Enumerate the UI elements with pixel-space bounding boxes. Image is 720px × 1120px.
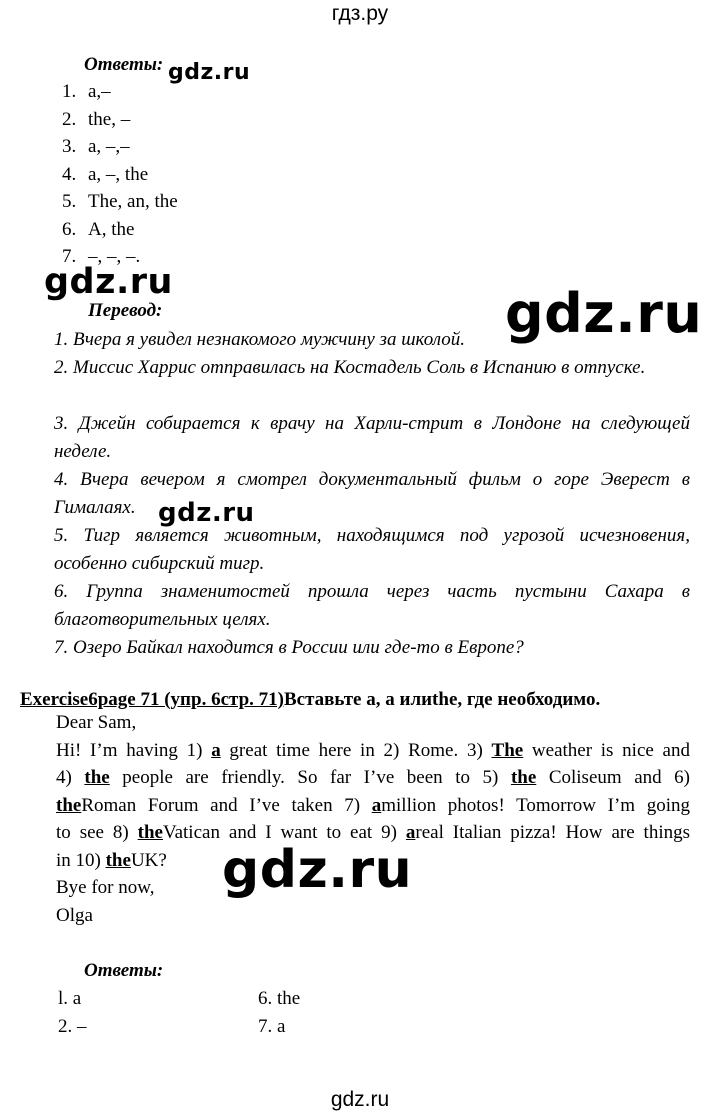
translation-heading: Перевод:	[88, 300, 163, 321]
list-item: 2. the, –	[62, 108, 131, 130]
translation-item: 7. Озеро Байкал находится в России или где-то в Европе?	[54, 637, 524, 658]
watermark-logo: gdz.ru	[222, 840, 413, 900]
list-item: 6. A, the	[62, 218, 135, 240]
answer-word: a	[371, 794, 382, 816]
exercise-title-ref: Exercise6page 71 (упр. 6стр. 71)	[20, 689, 284, 710]
letter-greeting: Dear Sam,	[56, 712, 137, 733]
letter-text	[56, 709, 690, 929]
list-item: 7. a	[258, 1016, 286, 1037]
watermark-logo: gdz.ru	[44, 262, 173, 302]
exercise-title	[20, 689, 600, 711]
answer-word: the	[105, 849, 131, 871]
letter-closing: Bye for now,	[56, 877, 155, 898]
watermark-logo: gdz.ru	[158, 498, 255, 528]
list-item: l. a	[58, 988, 82, 1009]
answer-word: the	[137, 822, 163, 843]
list-item: 3. a, –,–	[62, 136, 130, 157]
watermark-logo: gdz.ru	[168, 60, 251, 85]
translation-item: 1. Вчера я увидел незнакомого мужчину за школой.	[54, 329, 466, 350]
list-item: 7. –, –, –.	[62, 246, 141, 267]
list-item: 6. the	[258, 988, 301, 1009]
letter-line: theRoman Forum and I’ve taken 7) amillion photos! Tomorrow I’m going	[56, 794, 690, 816]
exercise-title-instruction: Вставьте a, a илиthe, где необходимо.	[283, 689, 601, 710]
answer-word: a	[405, 822, 416, 843]
translation-item: 5. Тигр является животным, находящимся под угрозой исчезновения, особенно сибирский тигр.	[54, 525, 690, 574]
translation-item: 3. Джейн собирается к врачу на Харли-стрит в Лондоне на следующей неделе.	[54, 413, 690, 462]
translation-item: 2. Миссис Харрис отправилась на Костадель Соль в Испанию в отпуске.	[54, 357, 646, 378]
answer-word: the	[56, 794, 82, 816]
list-item: 1. a,–	[62, 81, 111, 102]
answers-list	[62, 78, 178, 271]
list-item: 5. The, an, the	[62, 191, 178, 212]
answer-word: The	[491, 739, 524, 761]
answer-word: the	[84, 767, 110, 788]
site-footer: gdz.ru	[330, 1088, 390, 1111]
translation-item: 4. Вчера вечером я смотрел документальный фильм о горе Эверест в Гималаях.	[54, 469, 690, 518]
letter-line: Hi! I’m having 1) a great time here in 2) Rome. 3) The weather is nice and	[56, 739, 690, 761]
site-header: гдз.ру	[331, 2, 389, 25]
translation-item: 6. Группа знаменитостей прошла через часть пустыни Сахара в благотворительных целях.	[54, 581, 690, 630]
watermark-logo: gdz.ru	[505, 282, 703, 345]
answer-word: a	[211, 739, 221, 761]
answer-word: the	[510, 767, 537, 788]
letter-signature: Olga	[56, 904, 93, 926]
letter-line: in 10) theUK?	[56, 849, 167, 871]
list-item: 4. a, –, the	[62, 163, 149, 185]
letter-line: 4) the people are friendly. So far I’ve been to 5) the Coliseum and 6)	[56, 767, 691, 788]
answers-heading: Ответы:	[84, 960, 164, 981]
list-item: 2. –	[58, 1016, 87, 1037]
letter-line: to see 8) theVatican and I want to eat 9) areal Italian pizza! How are things	[56, 822, 691, 843]
answers-heading: Ответы:	[84, 54, 164, 75]
